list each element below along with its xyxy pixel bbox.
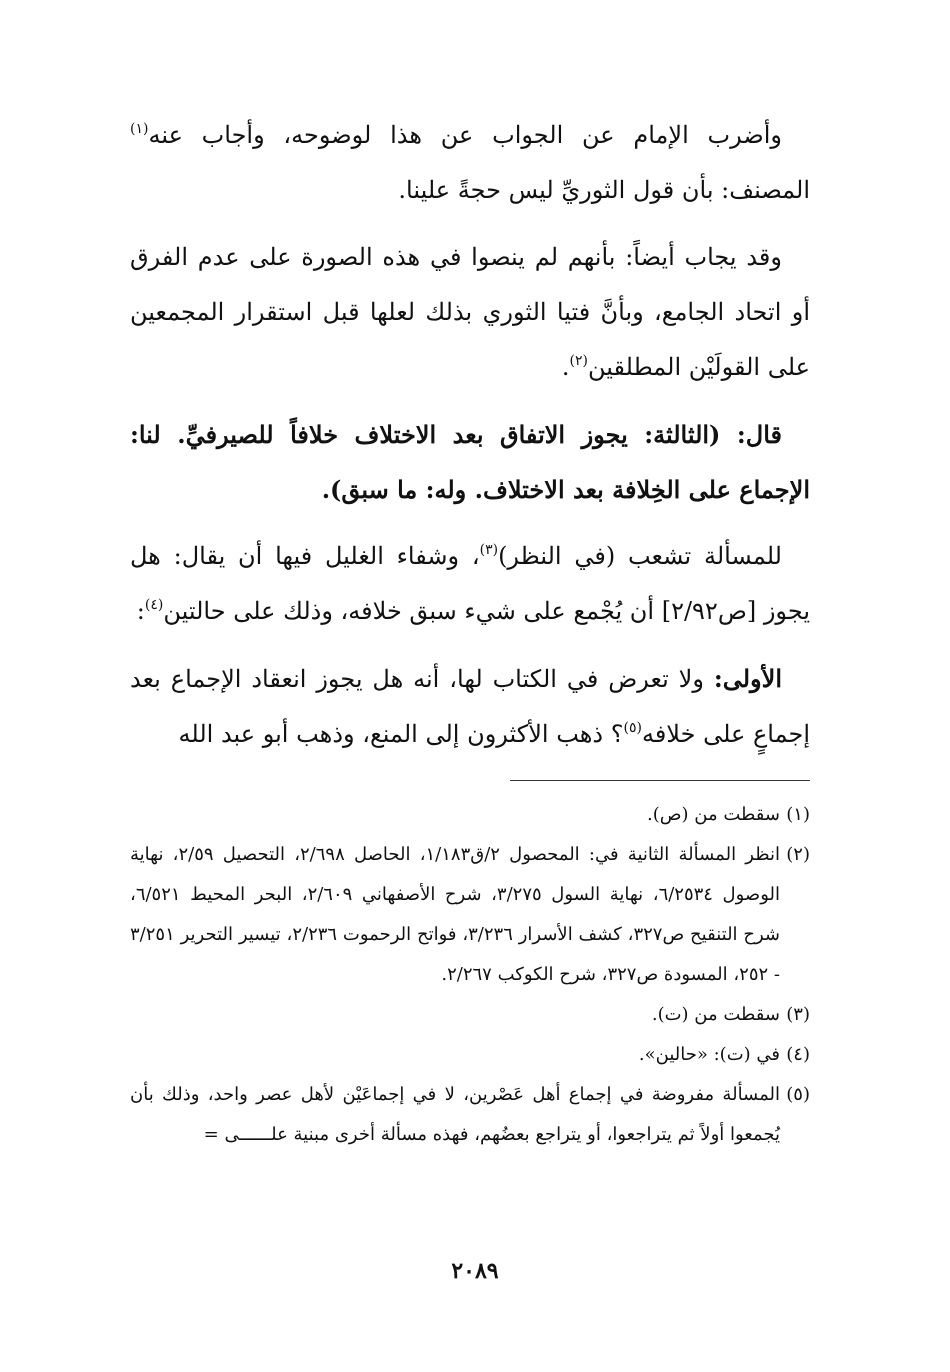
footnote-number: (٤) — [786, 1044, 810, 1065]
footnote-ref-2[interactable]: (٢) — [569, 353, 588, 369]
footnote-text: في (ت): «حالين». — [638, 1044, 780, 1065]
paragraph-3-quote — [130, 407, 810, 517]
paragraph-4-text-c: : — [136, 597, 145, 625]
footnote-ref-1[interactable]: (١) — [130, 121, 149, 137]
footnotes — [130, 795, 810, 1155]
paragraph-4-text-a: للمسألة تشعب (في النظر) — [498, 542, 782, 570]
footnote-ref-3[interactable]: (٣) — [479, 542, 499, 558]
footnote-ref-5[interactable]: (٥) — [623, 720, 642, 736]
paragraph-2-text-a: وقد يجاب أيضاً: بأنهم لم ينصوا في هذه الصورة على عدم الفرق أو اتحاد الجامع، وبأنَّ فتيا الثوري بذلك لعلها قبل استقرار المجمعين على القولَيْن المطلقين — [130, 243, 810, 381]
paragraph-5-text-a: ولا تعرض في الكتاب لها، أنه هل يجوز انعقاد الإجماع بعد إجماعٍ على خلافه — [130, 665, 810, 748]
page-number: ٢٠٨٩ — [451, 1258, 499, 1284]
footnote-ref-4[interactable]: (٤) — [144, 597, 164, 613]
paragraph-4-text-b: ، وشفاء الغليل فيها أن يقال: هل يجوز [ص٢/٩٢] أن يُجْمع على شيء سبق خلافه، وذلك على حالتين — [130, 542, 810, 625]
footnote-3 — [130, 995, 810, 1035]
footnote-text: انظر المسألة الثانية في: المحصول ٢/ق١/١٨٣، الحاصل ٢/٦٩٨، التحصيل ٢/٥٩، نهاية الوصول ٦/٢٥٣٤، نهاية السول ٣/٢٧٥، شرح الأصفهاني ٢/٦٠٩، البحر المحيط ٦/٥٢١، شرح التنقيح ص٣٢٧، كشف الأسرار ٣/٢٣٦، فواتح الرحموت ٢/٢٣٦، تيسير التحرير ٣/٢٥١ - ٢٥٢، المسودة ص٣٢٧، شرح الكوكب ٢/٢٦٧. — [130, 844, 781, 985]
footnote-separator — [510, 780, 810, 781]
footnote-text: سقطت من (ت). — [651, 1004, 780, 1025]
footnote-1 — [130, 795, 810, 835]
page-content — [130, 108, 810, 1155]
footnote-number: (٢) — [786, 844, 810, 865]
footnote-text: المسألة مفروضة في إجماع أهل عَصْرين، لا في إجماعَيْن لأهل عصر واحد، وذلك بأن يُجمعوا أولاً ثم يتراجعوا، أو يتراجع بعضُهم، فهذه مسألة أخرى مبنية علــــــى = — [130, 1084, 780, 1145]
paragraph-3-text: قال: (الثالثة: يجوز الاتفاق بعد الاختلاف خلافاً للصيرفيِّ. لنا: الإجماع على الخِلافة بعد الاختلاف. وله: ما سبق). — [130, 420, 810, 504]
footnote-text: سقطت من (ص). — [647, 804, 780, 825]
footnote-number: (١) — [786, 804, 810, 825]
paragraph-1-text-b: المصنف: بأن قول الثوريِّ ليس حجةً علينا. — [398, 176, 810, 204]
footnote-number: (٣) — [786, 1004, 810, 1025]
paragraph-4 — [130, 529, 810, 639]
paragraph-5 — [130, 651, 810, 762]
footnote-2 — [130, 835, 810, 995]
footnote-5 — [130, 1075, 810, 1155]
paragraph-5-label: الأولى: — [713, 664, 782, 693]
paragraph-1 — [130, 108, 810, 218]
paragraph-2-text-b: . — [561, 353, 570, 381]
paragraph-2 — [130, 230, 810, 395]
paragraph-1-text-a: وأضرب الإمام عن الجواب عن هذا لوضوحه، وأجاب عنه — [148, 121, 782, 149]
footnote-number: (٥) — [786, 1084, 810, 1105]
footnote-4 — [130, 1035, 810, 1075]
paragraph-5-text-b: ؟ ذهب الأكثرون إلى المنع، وذهب أبو عبد الله — [178, 720, 624, 748]
